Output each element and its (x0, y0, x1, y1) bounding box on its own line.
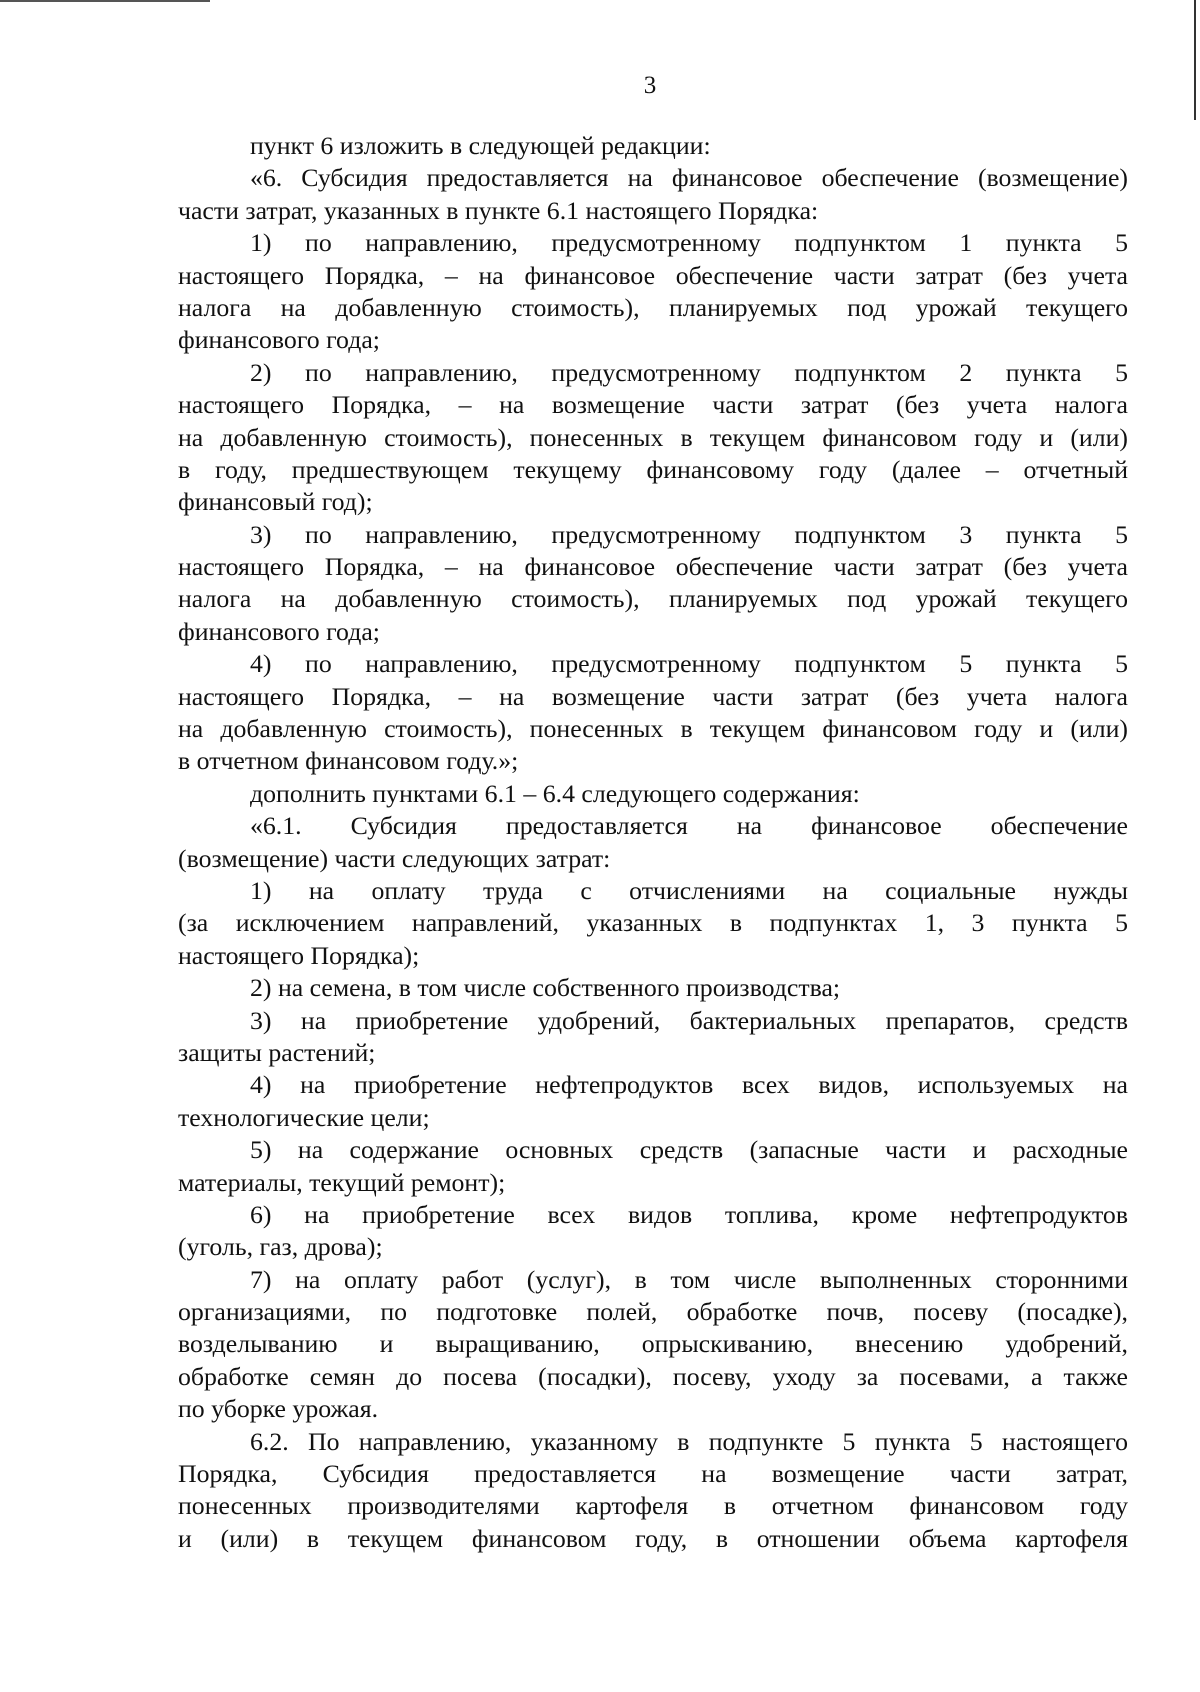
text-line: в году, предшествующем текущему финансовому году (далее – отчетный (178, 454, 1128, 484)
text-line: 2) по направлению, предусмотренному подпунктом 2 пункта 5 (250, 357, 1128, 387)
text-line: финансового года; (178, 616, 380, 646)
text-line: 7) на оплату работ (услуг), в том числе выполненных сторонними (250, 1264, 1128, 1294)
text-line: настоящего Порядка, – на финансовое обеспечение части затрат (без учета (178, 260, 1128, 290)
text-line: 4) по направлению, предусмотренному подпунктом 5 пункта 5 (250, 649, 1128, 679)
text-line: понесенных производителями картофеля в отчетном финансовом году (178, 1491, 1128, 1521)
text-line: по уборке урожая. (178, 1394, 379, 1424)
text-line: защиты растений; (178, 1037, 376, 1067)
text-line: «6.1. Субсидия предоставляется на финансовое обеспечение (250, 811, 1128, 841)
text-line: налога на добавленную стоимость), планируемых под урожай текущего (178, 584, 1128, 614)
text-line: настоящего Порядка, – на возмещение части затрат (без учета налога (178, 390, 1128, 420)
text-line: 1) на оплату труда с отчислениями на социальные нужды (250, 875, 1128, 905)
text-line: Порядка, Субсидия предоставляется на возмещение части затрат, (178, 1459, 1128, 1489)
text-line: 1) по направлению, предусмотренному подпунктом 1 пункта 5 (250, 228, 1128, 258)
text-line: обработке семян до посева (посадки), посеву, уходу за посевами, а также (178, 1361, 1128, 1391)
text-line: налога на добавленную стоимость), планируемых под урожай текущего (178, 292, 1128, 322)
scan-edge-right (1194, 0, 1196, 120)
text-line: (за исключением направлений, указанных в подпунктах 1, 3 пункта 5 (178, 908, 1128, 938)
text-line: дополнить пунктами 6.1 – 6.4 следующего содержания: (250, 778, 860, 808)
page-number: 3 (643, 72, 657, 99)
text-line: 5) на содержание основных средств (запасные части и расходные (250, 1135, 1128, 1165)
text-line: организациями, по подготовке полей, обработке почв, посеву (посадке), (178, 1297, 1128, 1327)
text-line: на добавленную стоимость), понесенных в текущем финансовом году и (или) (178, 714, 1128, 744)
text-line: материалы, текущий ремонт); (178, 1167, 506, 1197)
text-line: в отчетном финансовом году.»; (178, 746, 519, 776)
text-line: финансовый год); (178, 487, 373, 517)
text-line: 6) на приобретение всех видов топлива, кроме нефтепродуктов (250, 1199, 1128, 1229)
text-line: настоящего Порядка); (178, 940, 420, 970)
text-line: (уголь, газ, дрова); (178, 1232, 383, 1262)
scan-edge-top (0, 0, 210, 2)
text-line: 3) по направлению, предусмотренному подпунктом 3 пункта 5 (250, 519, 1128, 549)
text-line: возделыванию и выращиванию, опрыскиванию, внесению удобрений, (178, 1329, 1128, 1359)
text-line: (возмещение) части следующих затрат: (178, 843, 611, 873)
text-line: на добавленную стоимость), понесенных в текущем финансовом году и (или) (178, 422, 1128, 452)
text-line: «6. Субсидия предоставляется на финансовое обеспечение (возмещение) (250, 163, 1128, 193)
text-line: части затрат, указанных в пункте 6.1 настоящего Порядка: (178, 195, 819, 225)
text-line: 3) на приобретение удобрений, бактериальных препаратов, средств (250, 1005, 1128, 1035)
text-line: настоящего Порядка, – на возмещение части затрат (без учета налога (178, 681, 1128, 711)
text-line: настоящего Порядка, – на финансовое обеспечение части затрат (без учета (178, 552, 1128, 582)
text-line: 4) на приобретение нефтепродуктов всех видов, используемых на (250, 1070, 1128, 1100)
text-line: финансового года; (178, 325, 380, 355)
text-line: и (или) в текущем финансовом году, в отношении объема картофеля (178, 1523, 1128, 1553)
text-line: 6.2. По направлению, указанному в подпункте 5 пункта 5 настоящего (250, 1426, 1128, 1456)
text-line: технологические цели; (178, 1102, 430, 1132)
document-body (178, 130, 1128, 1555)
text-line: 2) на семена, в том числе собственного производства; (250, 973, 841, 1003)
text-line: пункт 6 изложить в следующей редакции: (250, 131, 711, 160)
